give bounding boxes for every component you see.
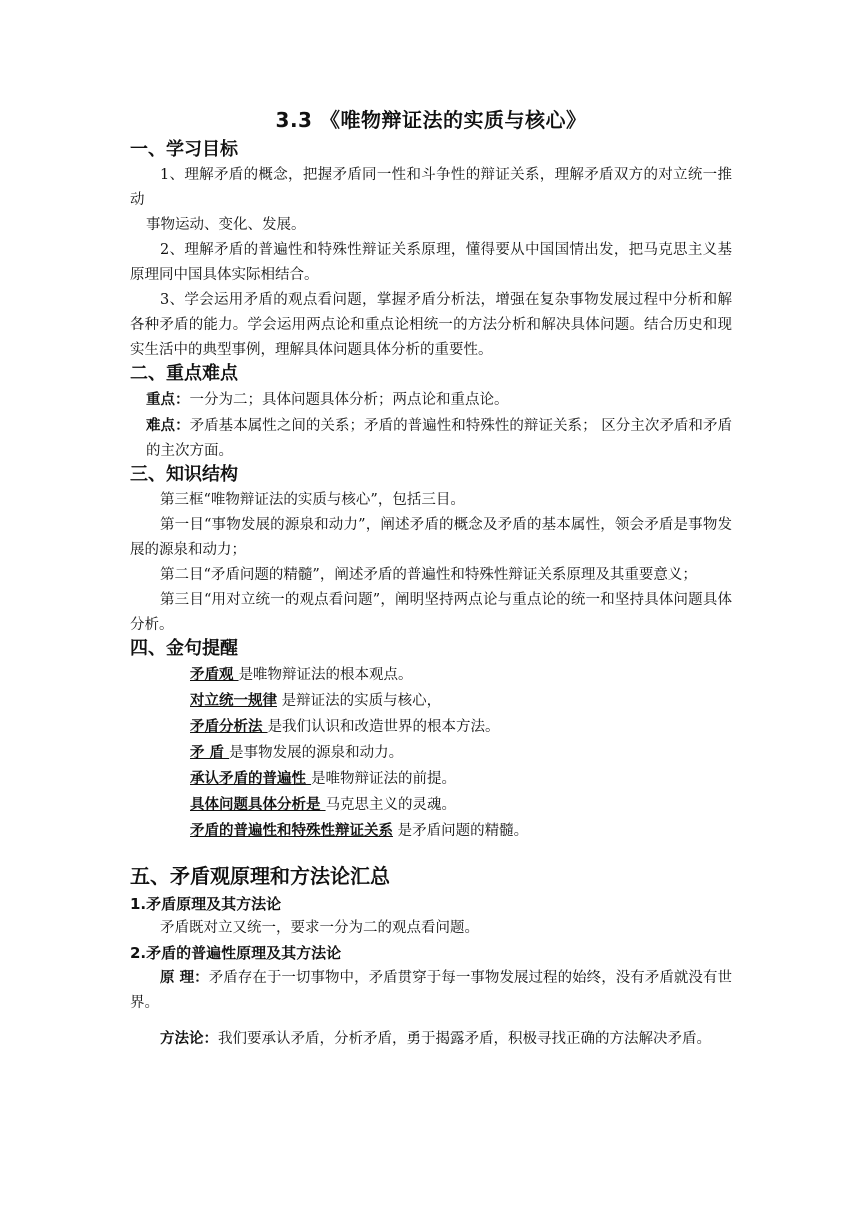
quote-term: 矛盾的普遍性和特殊性辩证关系 <box>190 822 393 839</box>
document-title: 3.3 《唯物辩证法的实质与核心》 <box>275 108 587 132</box>
quote-text: 是唯物辩证法的前提。 <box>311 771 457 787</box>
quote-item <box>190 766 732 792</box>
quote-item <box>190 662 732 688</box>
principle-label: 原 理： <box>160 969 209 986</box>
section-heading-goals: 一、学习目标 <box>130 139 238 160</box>
methodology-label: 方法论： <box>160 1030 218 1047</box>
quote-text: 是事物发展的源泉和动力。 <box>229 745 404 761</box>
quote-item <box>190 792 732 818</box>
quote-term: 具体问题具体分析是 <box>190 796 326 813</box>
quote-text: 马克思主义的灵魂。 <box>325 797 457 813</box>
section-heading-quotes: 四、金句提醒 <box>130 638 238 659</box>
quote-text: 是辩证法的实质与核心， <box>277 693 442 709</box>
quote-term: 承认矛盾的普遍性 <box>190 770 312 787</box>
key-points-text: 一分为二；具体问题具体分析；两点论和重点论。 <box>189 392 509 408</box>
structure-paragraph-1: 第三框“唯物辩证法的实质与核心”，包括三目。 <box>160 492 465 508</box>
methodology-paragraph <box>130 1026 732 1052</box>
quote-term: 对立统一规律 <box>190 692 277 709</box>
quote-term: 矛 盾 <box>190 744 230 761</box>
goal-paragraph-1: 1、理解矛盾的概念，把握矛盾同一性和斗争性的辩证关系，理解矛盾双方的对立统一推动 <box>130 167 732 208</box>
goal-paragraph-3: 3、学会运用矛盾的观点看问题，掌握矛盾分析法，增强在复杂事物发展过程中分析和解各种矛盾的能力。学会运用两点论和重点论相统一的方法分析和解决具体问题。结合历史和现实生活中的典型事例，理解具体问题具体分析的重要性。 <box>130 292 732 358</box>
structure-paragraph-4: 第三目“用对立统一的观点看问题”，阐明坚持两点论与重点论的统一和坚持具体问题具体分析。 <box>130 592 732 633</box>
methodology-text: 我们要承认矛盾，分析矛盾，勇于揭露矛盾，积极寻找正确的方法解决矛盾。 <box>218 1031 711 1047</box>
section-heading-summary: 五、矛盾观原理和方法论汇总 <box>130 864 390 888</box>
quote-item <box>190 714 732 740</box>
principle-text: 矛盾存在于一切事物中，矛盾贯穿于每一事物发展过程的始终，没有矛盾就没有世界。 <box>130 970 732 1011</box>
difficulties-label: 难点： <box>146 417 190 434</box>
structure-paragraph-2: 第一目“事物发展的源泉和动力”，阐述矛盾的概念及矛盾的基本属性，领会矛盾是事物发展的源泉和动力； <box>130 517 732 558</box>
quote-list <box>130 662 732 844</box>
subheading-contradiction-principle: 1.矛盾原理及其方法论 <box>130 895 282 913</box>
principle-paragraph <box>130 965 732 1016</box>
quote-item <box>190 740 732 766</box>
section-heading-key-points: 二、重点难点 <box>130 363 238 384</box>
goal-paragraph-2: 2、理解矛盾的普遍性和特殊性辩证关系原理，懂得要从中国国情出发，把马克思主义基原理同中国具体实际相结合。 <box>130 242 732 283</box>
contradiction-principle-text: 矛盾既对立又统一，要求一分为二的观点看问题。 <box>160 920 479 936</box>
difficulties-line <box>130 413 732 464</box>
key-points-line <box>130 387 732 413</box>
difficulties-text: 矛盾基本属性之间的关系；矛盾的普遍性和特殊性的辩证关系； 区分主次矛盾和矛盾的主次方面。 <box>146 418 732 459</box>
structure-paragraph-3: 第二目“矛盾问题的精髓”，阐述矛盾的普遍性和特殊性辩证关系原理及其重要意义； <box>160 567 697 583</box>
quote-item <box>190 688 732 714</box>
quote-text: 是唯物辩证法的根本观点。 <box>238 667 413 683</box>
document-page <box>130 100 732 1052</box>
quote-text: 是我们认识和改造世界的根本方法。 <box>267 719 500 735</box>
quote-text: 是矛盾问题的精髓。 <box>393 823 529 839</box>
section-heading-structure: 三、知识结构 <box>130 464 238 485</box>
quote-term: 矛盾分析法 <box>190 718 268 735</box>
key-points-label: 重点： <box>146 391 190 408</box>
goal-paragraph-1-cont: 事物运动、变化、发展。 <box>146 217 306 233</box>
quote-term: 矛盾观 <box>190 666 239 683</box>
quote-item <box>190 818 732 844</box>
subheading-universality-principle: 2.矛盾的普遍性原理及其方法论 <box>130 944 342 962</box>
